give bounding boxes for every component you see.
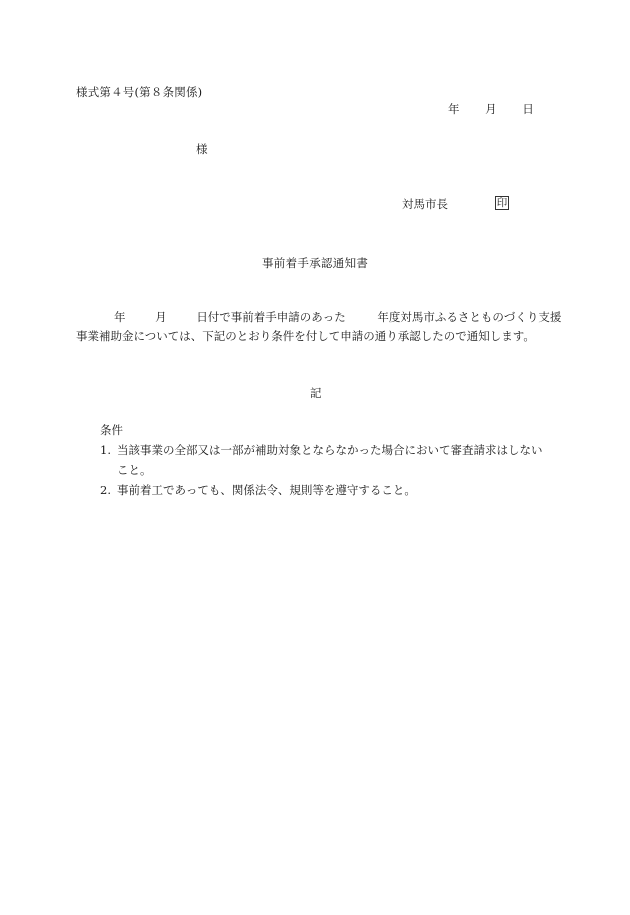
body-line-1	[114, 312, 561, 324]
ki-heading: 記	[310, 386, 322, 400]
body-mid-text: 日付で事前着手申請のあった	[196, 310, 346, 324]
condition-number: 1.	[100, 443, 111, 457]
body-line-2: 事業補助金については、下記のとおり条件を付して申請の通り承認したので通知します。	[76, 329, 535, 343]
date-year-label: 年	[448, 102, 460, 116]
date-line	[448, 104, 534, 116]
condition-item-2	[100, 485, 416, 497]
condition-item-1-continuation: こと。	[117, 463, 152, 477]
condition-item-1	[100, 445, 543, 457]
seal-stamp: 印	[496, 196, 508, 209]
condition-text: 事前着工であっても、関係法令、規則等を遵守すること。	[117, 483, 416, 497]
body-tail-text: 年度対馬市ふるさとものづくり支援	[377, 310, 562, 324]
document-title: 事前着手承認通知書	[262, 256, 369, 270]
issuer-name: 対馬市長	[402, 197, 448, 211]
recipient-honorific: 様	[196, 142, 208, 156]
date-month-label: 月	[485, 102, 497, 116]
condition-number: 2.	[100, 483, 111, 497]
condition-text: 当該事業の全部又は一部が補助対象とならなかった場合において審査請求はしない	[117, 443, 543, 457]
date-day-label: 日	[522, 102, 534, 116]
conditions-heading: 条件	[100, 423, 123, 437]
body-year-label: 年	[114, 310, 126, 324]
body-month-label: 月	[155, 310, 167, 324]
form-number: 様式第４号(第８条関係)	[76, 85, 203, 99]
